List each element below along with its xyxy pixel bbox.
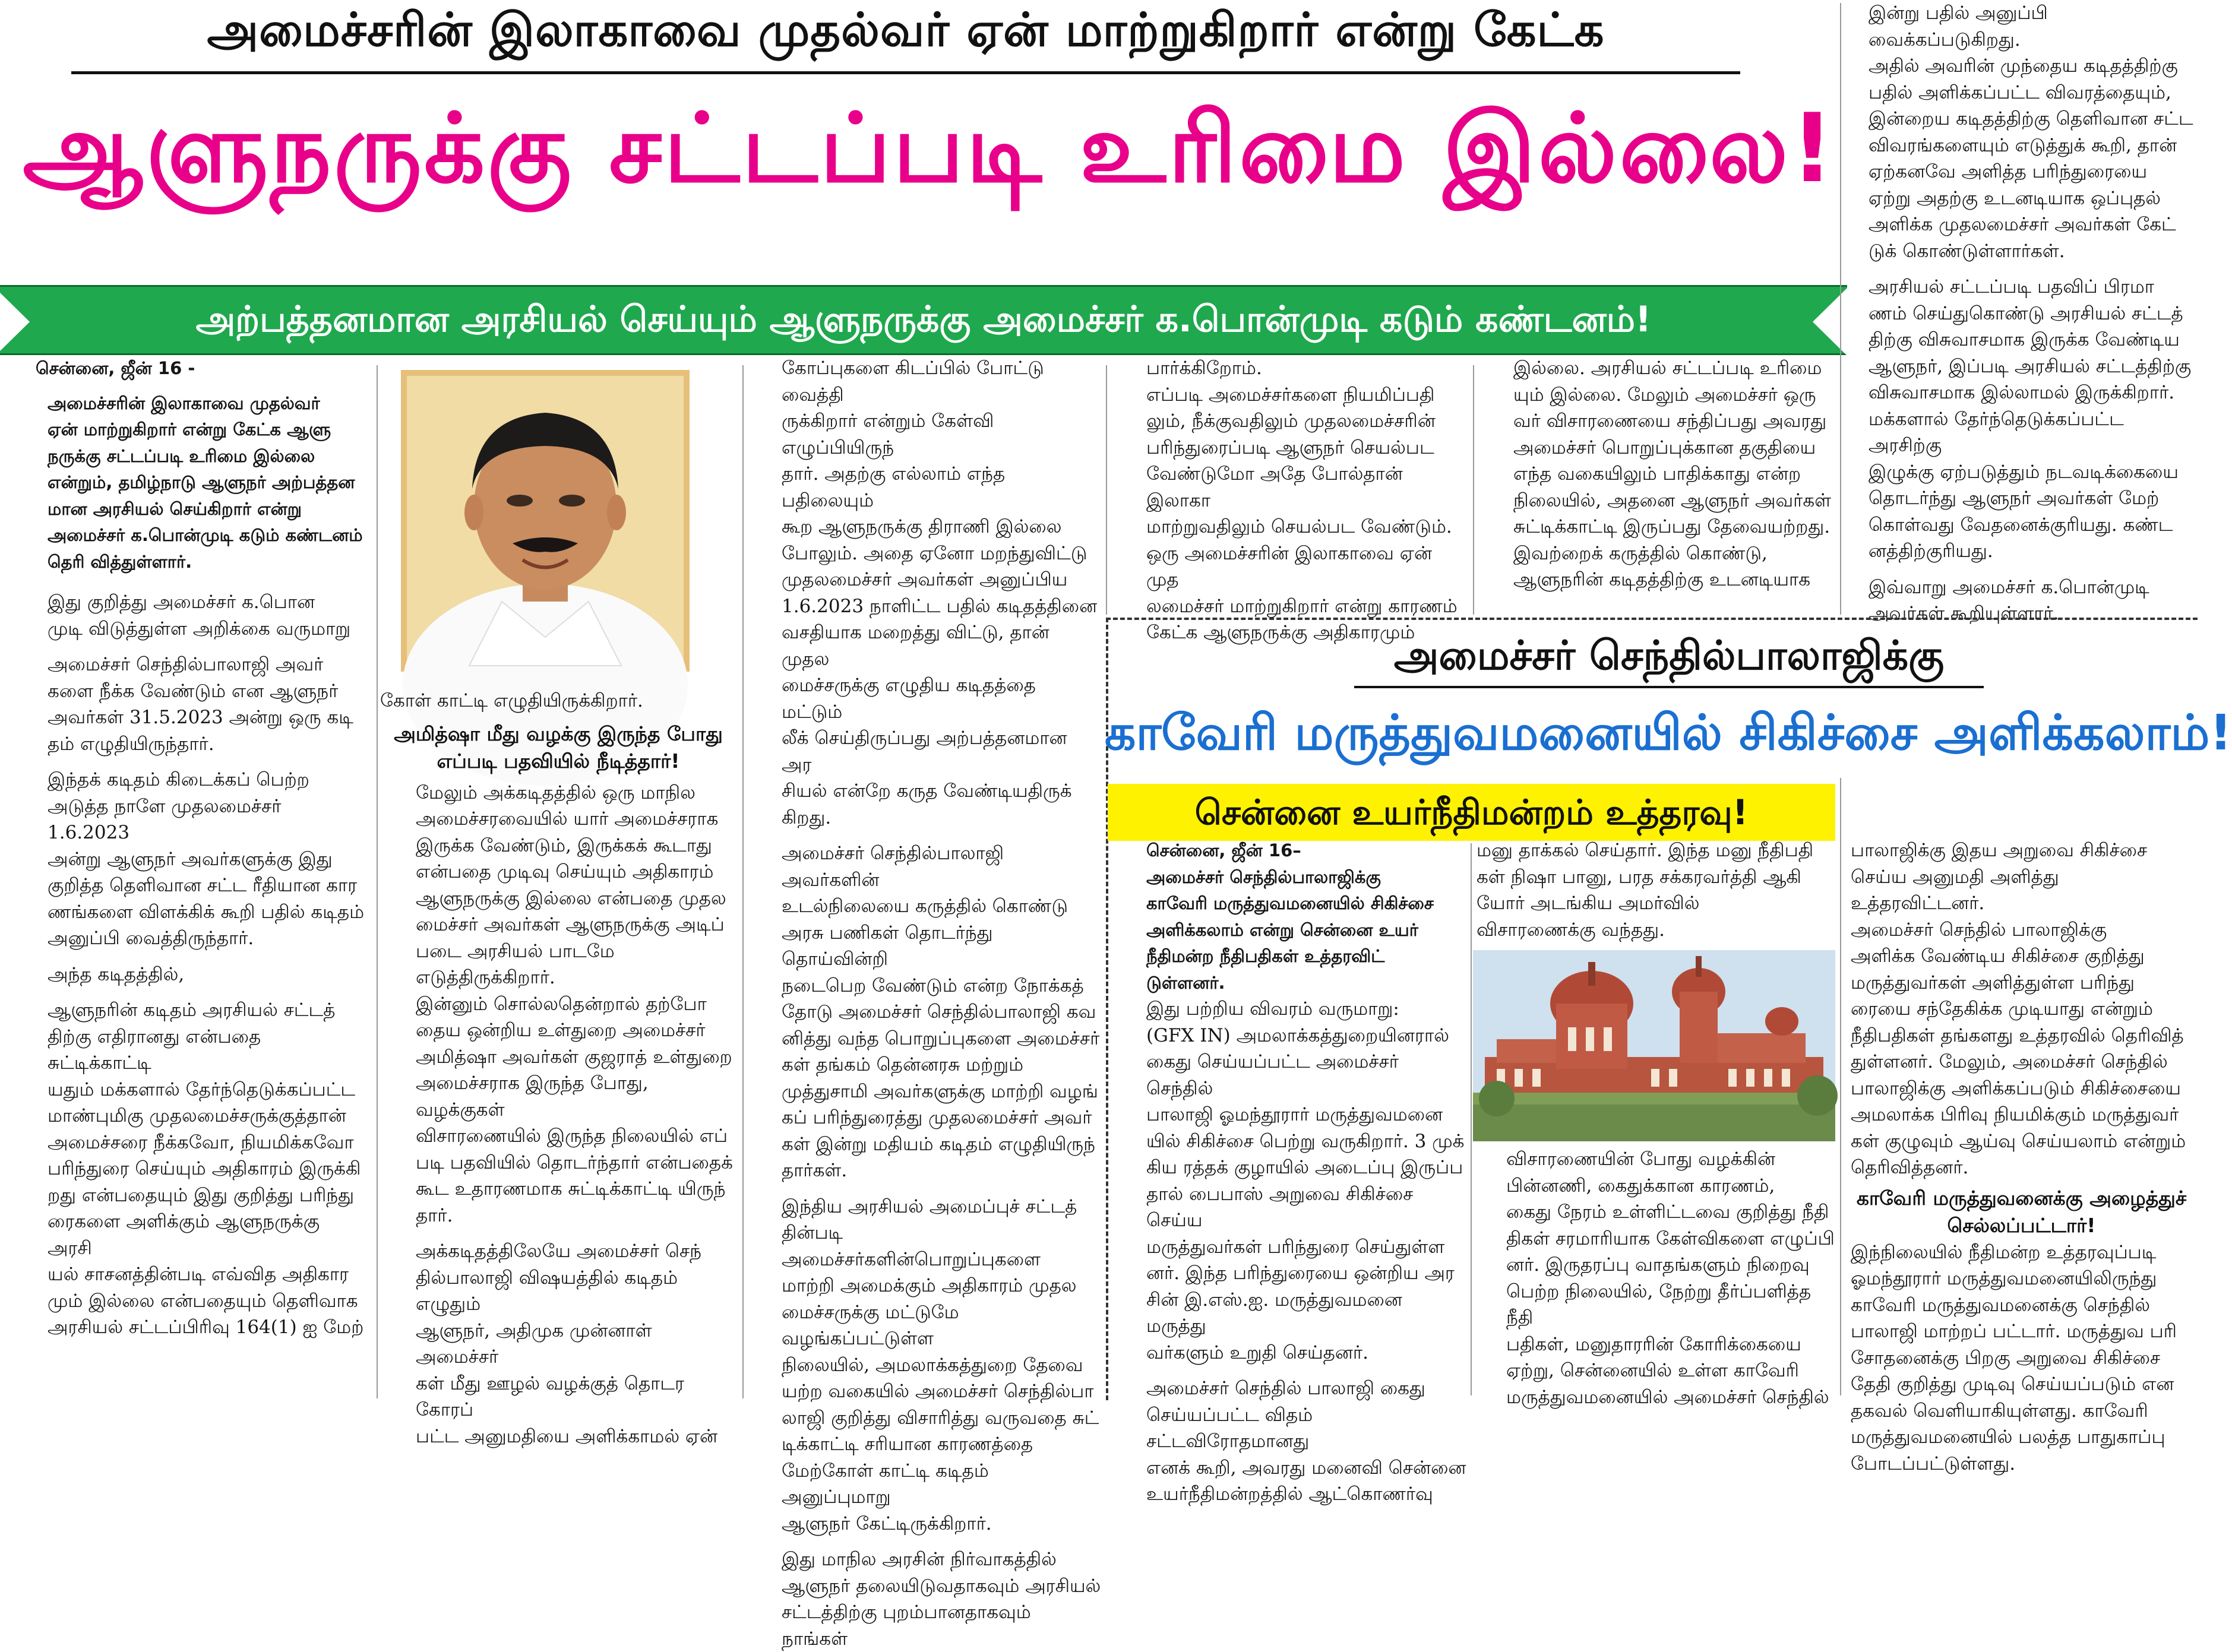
text-line: கப் பரிந்துரைத்து முதலமைச்சர் அவர் [782, 1107, 1092, 1128]
text-line: நீதிமன்ற நீதிபதிகள் உத்தரவிட் [1146, 946, 1385, 966]
text-line: எனக் கூறி, அவரது மனைவி சென்னை [1146, 1457, 1466, 1479]
text-line: தார். அதற்கு எல்லாம் எந்த பதிலையும் [782, 463, 1006, 511]
text-line: மக்களால் தேர்ந்தெடுக்கப்பட்ட அரசிற்கு [1869, 408, 2124, 456]
text-line: தேதி குறித்து முடிவு செய்யப்படும் என [1851, 1373, 2174, 1395]
text-line: மருத்துவமனையில் அமைச்சர் செந்தில் [1506, 1386, 1829, 1408]
text-line: கைது நேரம் உள்ளிட்டவை குறித்து நீதி [1506, 1201, 1829, 1223]
text-line: அனுப்பி வைத்திருந்தார். [48, 928, 254, 949]
text-line: இன்னும் சொல்லதென்றால் தற்போ [416, 993, 707, 1015]
text-line: செய்ய அனுமதி அளித்து உத்தரவிட்டனர். [1851, 866, 2059, 914]
text-line: அவர்கள் கூறியுள்ளார். [1869, 603, 2059, 624]
text-line: லாஜி குறித்து விசாரித்து வருவதை சுட் [782, 1407, 1099, 1429]
kicker-headline: அமைச்சரின் இலாகாவை முதல்வர் ஏன் மாற்றுகிறார் என்று கேட்க [207, 4, 1605, 57]
text-line: இருக்க வேண்டும், இருக்கக் கூடாது [416, 834, 712, 856]
story1-column-5 [1478, 355, 1834, 616]
text-line: தம் எழுதியிருந்தார். [48, 733, 214, 755]
text-line: கள் தங்கம் தென்னரசு மற்றும் [782, 1054, 1024, 1075]
text-line: எந்த வகையிலும் பாதிக்காது என்ற [1513, 463, 1801, 485]
text-line: பரிந்துரைப்படி ஆளுநர் செயல்பட [1146, 436, 1434, 458]
text-line: மான அரசியல் செய்கிறார் என்று [48, 498, 302, 519]
story2-headline: காவேரி மருத்துவமனையில் சிகிச்சை அளிக்கலாம்! [1105, 705, 2232, 761]
text-line: மாற்றுவதிலும் செயல்பட வேண்டும். [1146, 516, 1452, 537]
kicker-underline [71, 71, 1740, 74]
photo-caption: கோள் காட்டி எழுதியிருக்கிறார். [380, 690, 643, 711]
column-rule [1106, 365, 1107, 615]
text-line: கிறது. [782, 806, 832, 828]
text-line: பாலாஜிக்கு இதய அறுவை சிகிச்சை [1851, 840, 2148, 861]
text-line: படி பதவியில் தொடர்ந்தார் என்பதைக் [416, 1151, 733, 1173]
text-line: அரசியல் சட்டப்பிரிவு 164(1) ஐ மேற் [48, 1316, 364, 1338]
text-line: மைச்சர் அவர்கள் ஆளுநருக்கு அடிப் [416, 914, 725, 935]
text-line: யற்ற வகையில் அமைச்சர் செந்தில்பா [782, 1381, 1094, 1402]
story1-col5-body [1478, 355, 1834, 593]
text-line: இன்று பதில் அனுப்பி வைக்கப்படுகிறது. [1869, 2, 2048, 50]
story2-col3-subhead: காவேரி மருத்துவனைக்கு அழைத்துச் செல்லப்பட்டார்! [1856, 1186, 2187, 1237]
text-line: இது குறித்து அமைச்சர் க.பொன [48, 591, 315, 613]
text-line: மாற்றி அமைக்கும் அதிகாரம் முதல [782, 1275, 1077, 1296]
column-rule [1840, 3, 1841, 615]
text-line: ரைகளை அளிக்கும் ஆளுநருக்கு அரசி [48, 1211, 320, 1259]
text-line: யல் சாசனத்தின்படி எவ்வித அதிகார [48, 1264, 349, 1285]
text-line: என்பதை முடிவு செய்யும் அதிகாரம் [416, 861, 714, 882]
text-line: சின் இ.எஸ்.ஐ. மருத்துவமனை மருத்து [1146, 1289, 1402, 1337]
story2-column-2-top [1477, 837, 1836, 950]
text-line: ஆளுநர் கேட்டிருக்கிறார். [782, 1512, 992, 1534]
text-line: நீதிபதிகள் தங்களது உத்தரவில் தெரிவித் [1851, 1024, 2184, 1046]
text-line: தகவல் வெளியாகியுள்ளது. காவேரி [1851, 1400, 2148, 1422]
story1-col3-body [746, 355, 1102, 1652]
text-line: மைச்சருக்கு எழுதிய கடிதத்தை மட்டும் [782, 675, 1036, 723]
text-line: அன்று ஆளுநர் அவர்களுக்கு இது [48, 848, 333, 870]
story2-col3-bottom-body [1845, 1239, 2198, 1477]
text-line: மேலும் அக்கடிதத்தில் ஒரு மாநில [416, 781, 695, 803]
story2-col2-top-body [1477, 837, 1836, 943]
text-line: னத்திற்குரியது. [1869, 540, 1993, 562]
text-line: பதிகள், மனுதாரரின் கோரிக்கையை [1506, 1333, 1801, 1355]
text-line: ரையை சந்தேகிக்க முடியாது என்றும் [1851, 998, 2154, 1020]
text-line: பட்ட அனுமதியை அளிக்காமல் ஏன் [416, 1425, 718, 1447]
text-line: பாலாஜிக்கு அளிக்கப்படும் சிகிச்சையை [1851, 1077, 2182, 1099]
text-line: இந்திய அரசியல் அமைப்புச் சட்டத் [782, 1195, 1077, 1217]
text-line: தின்படி அமைச்சர்களின்பொறுப்புகளை [782, 1222, 1041, 1270]
column-rule [377, 365, 378, 1398]
text-line: அரசியல் சட்டப்படி பதவிப் பிரமா [1869, 276, 2154, 298]
story2-column-3 [1845, 837, 2198, 1474]
text-line: அடுத்த நாளே முதலமைச்சர் 1.6.2023 [48, 795, 282, 843]
text-line: டுள்ளனர். [1146, 972, 1225, 993]
text-line: ஒரு அமைச்சரின் இலாகாவை ஏன் முத [1146, 542, 1432, 590]
text-line: கோப்புகளை கிடப்பில் போட்டு வைத்தி [782, 357, 1044, 406]
text-line: அமைச்சர் செந்தில்பாலாஜிக்கு [1146, 866, 1381, 887]
text-line: தெரி வித்துள்ளார். [48, 551, 192, 572]
text-line: அமைச்சராக இருந்த போது, வழக்குகள் [416, 1072, 649, 1121]
text-line: துள்ளனர். மேலும், அமைச்சர் செந்தில் [1851, 1051, 2168, 1072]
text-line: திற்கு விசுவாசமாக இருக்க வேண்டிய [1869, 329, 2180, 350]
text-line: விவரங்களையும் எடுத்துக் கூறி, தான் [1869, 134, 2177, 156]
text-line: சென்னை, ஜீன் 16– [1146, 840, 1301, 860]
text-line: இது பற்றிய விவரம் வருமாறு: [1146, 998, 1399, 1020]
minister-photo [401, 370, 690, 672]
story2-subhead: சென்னை உயர்நீதிமன்றம் உத்தரவு! [1194, 792, 1749, 833]
text-line: பாலாஜி ஓமந்தூரார் மருத்துவமனை [1146, 1104, 1443, 1125]
text-line: இன்றைய கடிதத்திற்கு தெளிவான சட்ட [1869, 108, 2193, 129]
text-line [48, 952, 368, 961]
text-line: எப்படி அமைச்சர்களை நியமிப்பதி [1146, 384, 1435, 406]
text-line: படை அரசியல் பாடமே எடுத்திருக்கிறார். [416, 940, 615, 988]
story2-kicker: அமைச்சர் செந்தில்பாலாஜிக்கு [1393, 632, 1945, 679]
story2-col2-bottom-body [1477, 1146, 1836, 1410]
text-line: னர். இந்த பரிந்துரையை ஒன்றிய அர [1146, 1262, 1455, 1284]
text-line: தொடர்ந்து ஆளுநர் அவர்கள் மேற் [1869, 488, 2160, 509]
text-line: சியல் என்றே கருத வேண்டியதிருக் [782, 780, 1072, 802]
text-line: அதில் அவரின் முந்தைய கடிதத்திற்கு [1869, 55, 2178, 77]
text-line: மைச்சருக்கு மட்டுமே வழங்கப்பட்டுள்ள [782, 1301, 959, 1349]
text-line: நிலையில், அமலாக்கத்துறை தேவை [782, 1354, 1083, 1376]
text-line: பதில் அளிக்கப்பட்ட விவரத்தையும், [1869, 81, 2171, 103]
text-line: பரிந்துரை செய்யும் அதிகாரம் இருக்கி [48, 1158, 361, 1179]
text-line: வேண்டுமோ அதே போல்தான் இலாகா [1146, 463, 1403, 511]
text-line: போலும். அதை ஏனோ மறந்துவிட்டு [782, 542, 1087, 564]
text-line: கூட உதாரணமாக சுட்டிக்காட்டி யிருந் [416, 1178, 726, 1200]
text-line [782, 831, 1102, 840]
text-line: முத்துசாமி அவர்களுக்கு மாற்றி வழங் [782, 1080, 1098, 1102]
text-line: அளிக்க முதலமைச்சர் அவர்கள் கேட் [1869, 214, 2176, 235]
text-line: அமைச்சரவையில் யார் அமைச்சராக [416, 808, 719, 830]
text-line: யதும் மக்களால் தேர்ந்தெடுக்கப்பட்ட [48, 1078, 356, 1100]
story1-column-3 [746, 355, 1102, 1650]
text-line: மருத்துவர்கள் பரிந்துரை செய்துள்ள [1146, 1236, 1445, 1258]
text-line: (GFX IN) அமலாக்கத்துறையினரால் [1146, 1024, 1449, 1046]
text-line: பார்க்கிறோம். [1146, 357, 1262, 379]
story2-column-1 [1117, 837, 1467, 1505]
text-line: முடி விடுத்துள்ள அறிக்கை வருமாறு [48, 618, 351, 640]
column-rule [1471, 843, 1472, 1395]
text-line: அவர்கள் 31.5.2023 அன்று ஒரு கடி [48, 707, 353, 728]
text-line: கேட்க ஆளுநருக்கு அதிகாரமும் [1146, 622, 1415, 643]
text-line: ணங்களை விளக்கிக் கூறி பதில் கடிதம் [48, 901, 365, 923]
text-line: விசாரணையில் இருந்த நிலையில் எப் [416, 1125, 728, 1147]
text-line: ஆளுநர், அதிமுக முன்னாள் அமைச்சர் [416, 1319, 652, 1368]
text-line: கைது செய்யப்பட்ட அமைச்சர் செந்தில் [1146, 1051, 1399, 1099]
text-line: அமைச்சரின் இலாகாவை முதல்வர் [48, 393, 320, 413]
text-line: அரசு பணிகள் தொடர்ந்து தொய்வின்றி [782, 922, 993, 970]
text-line: போடப்பட்டுள்ளது. [1851, 1452, 2016, 1474]
text-line: டிக்காட்டி சரியான காரணத்தை [782, 1433, 1033, 1455]
story2-border-top [1106, 618, 2198, 620]
story2-col1-body [1117, 996, 1467, 1508]
text-line: அமைச்சர் செந்தில் பாலாஜிக்கு [1851, 919, 2107, 941]
text-line: னர். இருதரப்பு வாதங்களும் நிறைவு [1506, 1254, 1810, 1276]
text-line: அமைச்சர் க.பொன்முடி கடும் கண்டனம் [48, 525, 363, 545]
text-line: சோதனைக்கு பிறகு அறுவை சிகிச்சை [1851, 1347, 2161, 1369]
text-line: இந்தக் கடிதம் கிடைக்கப் பெற்ற [48, 769, 309, 790]
text-line: மேற்கோள் காட்டி கடிதம் அனுப்புமாறு [782, 1460, 989, 1508]
text-line [782, 1184, 1102, 1194]
text-line: னித்து வந்த பொறுப்புகளை அமைச்சர் [782, 1027, 1100, 1049]
text-line: நடைபெற வேண்டும் என்ற நோக்கத் [782, 974, 1084, 996]
text-line [48, 757, 368, 767]
text-line: இல்லை. அரசியல் சட்டப்படி உரிமை [1513, 357, 1822, 379]
text-line: லமைச்சர் மாற்றுகிறார் என்று காரணம் [1146, 595, 1458, 617]
column-rule [1840, 778, 1841, 1395]
text-line: இவ்வாறு அமைச்சர் க.பொன்முடி [1869, 576, 2149, 598]
dateline: சென்னை, ஜீன் 16 - [36, 358, 195, 378]
story1-column-1 [6, 355, 368, 1400]
text-line: 1.6.2023 நாளிட்ட பதில் கடிதத்தினை [782, 595, 1098, 617]
text-line: உடல்நிலையை கருத்தில் கொண்டு [782, 895, 1068, 917]
text-line: பின்னணி, கைதுக்கான காரணம், [1506, 1175, 1775, 1197]
text-line: குறித்த தெளிவான சட்ட ரீதியான கார [48, 875, 358, 896]
text-line: யோர் அடங்கிய அமர்வில் [1477, 893, 1700, 914]
text-line: நிலையில், அதனை ஆளுநர் அவர்கள் [1513, 489, 1832, 511]
subhead-text: அற்பத்தனமான அரசியல் செய்யும் ஆளுநருக்கு அமைச்சர் க.பொன்முடி கடும் கண்டனம்! [195, 299, 1652, 340]
text-line: கள் இன்று மதியம் கடிதம் எழுதியிருந் [782, 1133, 1095, 1155]
text-line: தெரிவித்தனர். [1851, 1157, 1969, 1178]
text-line: ஏன் மாற்றுகிறார் என்று கேட்க ஆளு [48, 419, 331, 439]
text-line: தோடு அமைச்சர் செந்தில்பாலாஜி கவ [782, 1001, 1096, 1023]
story1-column-4 [1111, 355, 1467, 643]
text-line: வசதியாக மறைத்து விட்டு, தான் முதல [782, 622, 1049, 670]
text-line: விசாரணையின் போது வழக்கின் [1506, 1148, 1776, 1170]
text-line: ஏற்று அதற்கு உடனடியாக ஒப்புதல் [1869, 187, 2161, 209]
text-line: யில் சிகிச்சை பெற்று வருகிறார். 3 முக் [1146, 1130, 1465, 1152]
text-line: மனு தாக்கல் செய்தார். இந்த மனு நீதிபதி [1477, 840, 1814, 861]
text-line: ஏற்கனவே அளித்த பரிந்துரையை [1869, 161, 2148, 182]
text-line: யும் இல்லை. மேலும் அமைச்சர் ஒரு [1513, 384, 1816, 406]
text-line: வர்களும் உறுதி செய்தனர். [1146, 1341, 1368, 1363]
text-line: அளிக்க வேண்டிய சிகிச்சை குறித்து [1851, 945, 2145, 967]
story1-col4-body [1111, 355, 1467, 646]
story1-lead [6, 390, 368, 575]
text-line: தில்பாலாஜி விஷயத்தில் கடிதம் எழுதும் [416, 1267, 678, 1315]
text-line: பாலாஜி மாற்றப் பட்டார். மருத்துவ பரி [1851, 1321, 2177, 1342]
text-line: லும், நீக்குவதிலும் முதலமைச்சரின் [1146, 410, 1436, 432]
text-line: ஆளுநர், இப்படி அரசியல் சட்டத்திற்கு [1869, 355, 2192, 377]
text-line: ணம் செய்துகொண்டு அரசியல் சட்டத் [1869, 302, 2183, 324]
text-line: அமைச்சர் செந்தில்பாலாஜி அவர் [48, 654, 324, 675]
text-line: அந்த கடிதத்தில், [48, 963, 185, 985]
text-line: அமலாக்க பிரிவு நியமிக்கும் மருத்துவர் [1851, 1104, 2179, 1125]
text-line: தார். [416, 1204, 453, 1226]
text-line: என்றும், தமிழ்நாடு ஆளுநர் அற்பத்தன [48, 472, 355, 492]
text-line: அமைச்சர் பொறுப்புக்கான தகுதியை [1513, 436, 1816, 458]
text-line: கள் மீது ஊழல் வழக்குத் தொடர கோரப் [416, 1372, 685, 1420]
text-line: கூற ஆளுநருக்கு திராணி இல்லை [782, 516, 1062, 537]
story1-col2-body [380, 780, 736, 1450]
text-line: லீக் செய்திருப்பது அற்பத்தனமான அர [782, 727, 1067, 776]
story1-column-6 [1845, 0, 2198, 624]
text-line: ஆளுநரின் கடிதத்திற்கு உடனடியாக [1513, 569, 1811, 590]
court-building-image [1473, 950, 1835, 1141]
text-line: றது என்பதையும் இது குறித்து பரிந்து [48, 1184, 355, 1206]
minister-portrait-image [407, 376, 684, 666]
text-line: விசுவாசமாக இல்லாமல் இருக்கிறார். [1869, 382, 2175, 403]
column-rule [1473, 365, 1474, 615]
text-line: அமைச்சரை நீக்கவோ, நியமிக்கவோ [48, 1131, 354, 1153]
column-rule [742, 365, 744, 1398]
text-line: அளிக்கலாம் என்று சென்னை உயர் [1146, 919, 1418, 940]
text-line: காவேரி மருத்துவமனைக்கு செந்தில் [1851, 1294, 2150, 1316]
text-line: வர் விசாரணையை சந்திப்பது அவரது [1513, 410, 1827, 432]
text-line: சட்டத்திற்கு புறம்பானதாகவும் நாங்கள் [782, 1602, 1031, 1650]
story2-col3-body [1845, 837, 2198, 1181]
story2-column-2-bottom [1477, 1146, 1836, 1408]
text-line: ருக்கிறார் என்றும் கேள்வி எழுப்பியிருந் [782, 410, 994, 458]
text-line: டுக் கொண்டுள்ளார்கள். [1869, 240, 2065, 262]
text-line: நருக்கு சட்டப்படி உரிமை இல்லை [48, 445, 315, 466]
text-line: இந்நிலையில் நீதிமன்ற உத்தரவுப்படி [1851, 1241, 2157, 1263]
story1-column-2 [380, 688, 736, 1447]
text-line: செய்யப்பட்ட விதம் சட்டவிரோதமானது [1146, 1404, 1313, 1452]
text-line: இவற்றைக் கருத்தில் கொண்டு, [1513, 542, 1768, 564]
text-line: மாண்புமிகு முதலமைச்சருக்குத்தான் [48, 1105, 346, 1126]
text-line: சுட்டிக்காட்டி இருப்பது தேவையற்றது. [1513, 516, 1831, 537]
text-line [1869, 264, 2198, 274]
text-line: அமித்ஷா அவர்கள் குஜராத் உள்துறை [416, 1046, 732, 1068]
text-line: உயர்நீதிமன்றத்தில் ஆட்கொணர்வு [1146, 1483, 1433, 1505]
text-line [48, 988, 368, 997]
col2-subhead: அமித்ஷா மீது வழக்கு இருந்த போது எப்படி பதவியில் நீடித்தார்! [394, 721, 723, 773]
text-line [48, 642, 368, 651]
text-line: களை நீக்க வேண்டும் என ஆளுநர் [48, 680, 339, 702]
text-line [416, 1229, 736, 1238]
text-line: விசாரணைக்கு வந்தது. [1477, 919, 1665, 941]
text-line: ஓமந்தூரார் மருத்துவமனையிலிருந்து [1851, 1268, 2157, 1289]
text-line: தார்கள். [782, 1160, 848, 1181]
text-line: ஆளுநர் தலையிடுவதாகவும் அரசியல் [782, 1575, 1101, 1597]
text-line: திற்கு எதிரானது என்பதை சுட்டிக்காட்டி [48, 1026, 261, 1074]
text-line: தைய ஒன்றிய உள்துறை அமைச்சர் [416, 1020, 706, 1041]
text-line: அக்கடிதத்திலேயே அமைச்சர் செந் [416, 1240, 702, 1262]
text-line: அமைச்சர் செந்தில் பாலாஜி கைது [1146, 1378, 1425, 1399]
text-line: இது மாநில அரசின் நிர்வாகத்தில் [782, 1549, 1057, 1570]
text-line: மும் இல்லை என்பதையும் தெளிவாக [48, 1290, 358, 1312]
text-line: கிய ரத்தக் குழாயில் அடைப்பு இருப்ப [1146, 1157, 1463, 1178]
text-line: ஆளுநருக்கு இல்லை என்பதை முதல [416, 887, 726, 909]
text-line: கள் நிஷா பானு, பரத சக்கரவர்த்தி ஆகி [1477, 866, 1801, 888]
text-line: முதலமைச்சர் அவர்கள் அனுப்பிய [782, 569, 1068, 590]
text-line [1146, 1366, 1467, 1375]
text-line: ஏற்று, சென்னையில் உள்ள காவேரி [1506, 1360, 1799, 1381]
main-headline: ஆளுநருக்கு சட்டப்படி உரிமை இல்லை! [23, 93, 1836, 204]
text-line: காவேரி மருத்துவமனையில் சிகிச்சை [1146, 893, 1434, 913]
text-line: தால் பைபாஸ் அறுவை சிகிச்சை செய்ய [1146, 1183, 1414, 1231]
text-line: ஆளுநரின் கடிதம் அரசியல் சட்டத் [48, 999, 336, 1021]
text-line [782, 1537, 1102, 1546]
text-line: இழுக்கு ஏற்படுத்தும் நடவடிக்கையை [1869, 461, 2179, 483]
text-line: அமைச்சர் செந்தில்பாலாஜி அவர்களின் [782, 843, 1004, 891]
story2-kicker-underline [1354, 686, 1984, 688]
text-line: திகள் சரமாரியாக கேள்விகளை எழுப்பி [1506, 1227, 1835, 1249]
story2-lead [1117, 837, 1467, 996]
high-court-photo [1473, 950, 1835, 1141]
text-line: மருத்துவர்கள் அளித்துள்ள பரிந்து [1851, 971, 2135, 993]
text-line: மருத்துவமனையில் பலத்த பாதுகாப்பு [1851, 1426, 2165, 1448]
text-line: கொள்வது வேதனைக்குரியது. கண்ட [1869, 514, 2173, 536]
text-line: கள் குழுவும் ஆய்வு செய்யலாம் என்றும் [1851, 1130, 2186, 1152]
story1-col6-body [1845, 0, 2198, 627]
story1-col1-body [6, 589, 368, 1341]
text-line [1869, 565, 2198, 574]
text-line: பெற்ற நிலையில், நேற்று தீர்ப்பளித்த நீதி [1506, 1280, 1811, 1328]
